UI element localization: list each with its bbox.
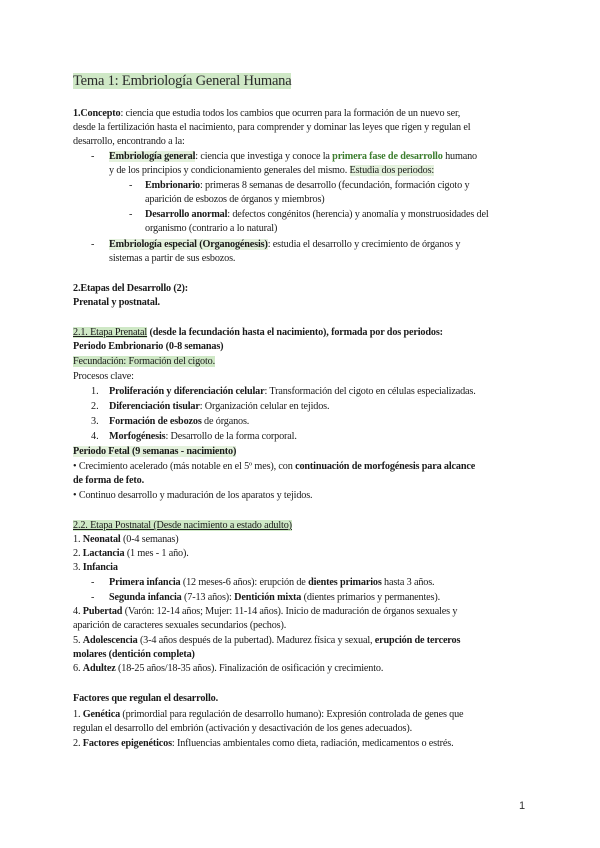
list-number: 2. — [91, 401, 99, 412]
adulthood-line: 6. Adultez (18-25 años/18-35 años). Finalización de osificación y crecimiento. — [73, 663, 384, 674]
process-item-4: Morfogénesis: Desarrollo de la forma corporal. — [109, 431, 297, 442]
puberty-line1: 4. Pubertad (Varón: 12-14 años; Mujer: 11-14 años). Inicio de maduración de órganos sexuales y — [73, 606, 458, 617]
postnatal-item-1: 1. Neonatal (0-4 semanas) — [73, 534, 179, 545]
process-item-3: Formación de esbozos de órganos. — [109, 416, 250, 427]
fetal-bullet-1-line2: de forma de feto. — [73, 475, 145, 486]
adolescence-line2: molares (dentición completa) — [73, 649, 195, 660]
dash-bullet: - — [129, 209, 133, 220]
factor-2-line: 2. Factores epigenéticos: Influencias ambientales como dieta, radiación, medicamentos o estrés. — [73, 738, 454, 749]
fetal-period-heading: Periodo Fetal (9 semanas - nacimiento) — [73, 446, 237, 457]
fetal-bullet-2: • Continuo desarrollo y maduración de los aparatos y tejidos. — [73, 490, 313, 501]
abnormal-development-line2: organismo (contrario a lo natural) — [145, 223, 278, 234]
embryonic-period-heading: Periodo Embrionario (0-8 semanas) — [73, 341, 224, 352]
fertilization-line: Fecundación: Formación del cigoto. — [73, 356, 216, 367]
dash-bullet: - — [91, 592, 95, 603]
postnatal-item-2: 2. Lactancia (1 mes - 1 año). — [73, 548, 189, 559]
special-embryology-line2: sistemas a partir de sus esbozos. — [109, 253, 236, 264]
stages-subheading: Prenatal y postnatal. — [73, 297, 160, 308]
dash-bullet: - — [129, 180, 133, 191]
factor-1-line2: regulan el desarrollo del embrión (activación y desactivación de los genes adecuados). — [73, 723, 412, 734]
process-item-1: Proliferación y diferenciación celular: Transformación del cigoto en células especializadas. — [109, 386, 476, 397]
postnatal-heading: 2.2. Etapa Postnatal (Desde nacimiento a estado adulto) — [73, 520, 292, 531]
factor-1-line1: 1. Genética (primordial para regulación de desarrollo humano): Expresión controlada de genes que — [73, 709, 464, 720]
concept-paragraph-line3: desarrollo, encontrando a la: — [73, 136, 185, 147]
first-childhood-line: Primera infancia (12 meses-6 años): erupción de dientes primarios hasta 3 años. — [109, 577, 435, 588]
key-processes-label: Procesos clave: — [73, 371, 134, 382]
process-item-2: Diferenciación tisular: Organización celular en tejidos. — [109, 401, 330, 412]
embryonic-line2: aparición de esbozos de órganos y miembros) — [145, 194, 325, 205]
dash-bullet: - — [91, 239, 95, 250]
puberty-line2: aparición de caracteres sexuales secundarios (pechos). — [73, 620, 287, 631]
dash-bullet: - — [91, 151, 95, 162]
concept-paragraph-line2: desde la fertilización hasta el nacimiento, para comprender y dominar las leyes que rigen y regulan el — [73, 122, 471, 133]
second-childhood-line: Segunda infancia (7-13 años): Dentición mixta (dientes primarios y permanentes). — [109, 592, 440, 603]
general-embryology-line1: Embriología general: ciencia que investiga y conoce la primera fase de desarrollo humano — [109, 151, 477, 162]
abnormal-development-line1: Desarrollo anormal: defectos congénitos (herencia) y anomalía y monstruosidades del — [145, 209, 489, 220]
page-number: 1 — [519, 800, 526, 812]
factors-heading: Factores que regulan el desarrollo. — [73, 693, 219, 704]
general-embryology-line2: y de los principios y condicionamiento generales del mismo. Estudia dos periodos: — [109, 165, 435, 176]
concept-paragraph-line1: 1.Concepto: ciencia que estudia todos los cambios que ocurren para la formación de un nuevo ser, — [73, 108, 461, 119]
postnatal-item-3: 3. Infancia — [73, 562, 118, 573]
list-number: 3. — [91, 416, 99, 427]
prenatal-heading: 2.1. Etapa Prenatal (desde la fecundación hasta el nacimiento), formada por dos periodos: — [73, 327, 443, 338]
page-title: Tema 1: Embriología General Humana — [73, 73, 292, 89]
embryonic-line1: Embrionario: primeras 8 semanas de desarrollo (fecundación, formación cigoto y — [145, 180, 470, 191]
list-number: 1. — [91, 386, 99, 397]
list-number: 4. — [91, 431, 99, 442]
adolescence-line1: 5. Adolescencia (3-4 años después de la pubertad). Madurez física y sexual, erupción de terceros — [73, 635, 461, 646]
fetal-bullet-1-line1: • Crecimiento acelerado (más notable en el 5º mes), con continuación de morfogénesis para alcance — [73, 461, 476, 472]
stages-heading: 2.Etapas del Desarrollo (2): — [73, 283, 189, 294]
dash-bullet: - — [91, 577, 95, 588]
special-embryology-line1: Embriología especial (Organogénesis): estudia el desarrollo y crecimiento de órganos y — [109, 239, 461, 250]
